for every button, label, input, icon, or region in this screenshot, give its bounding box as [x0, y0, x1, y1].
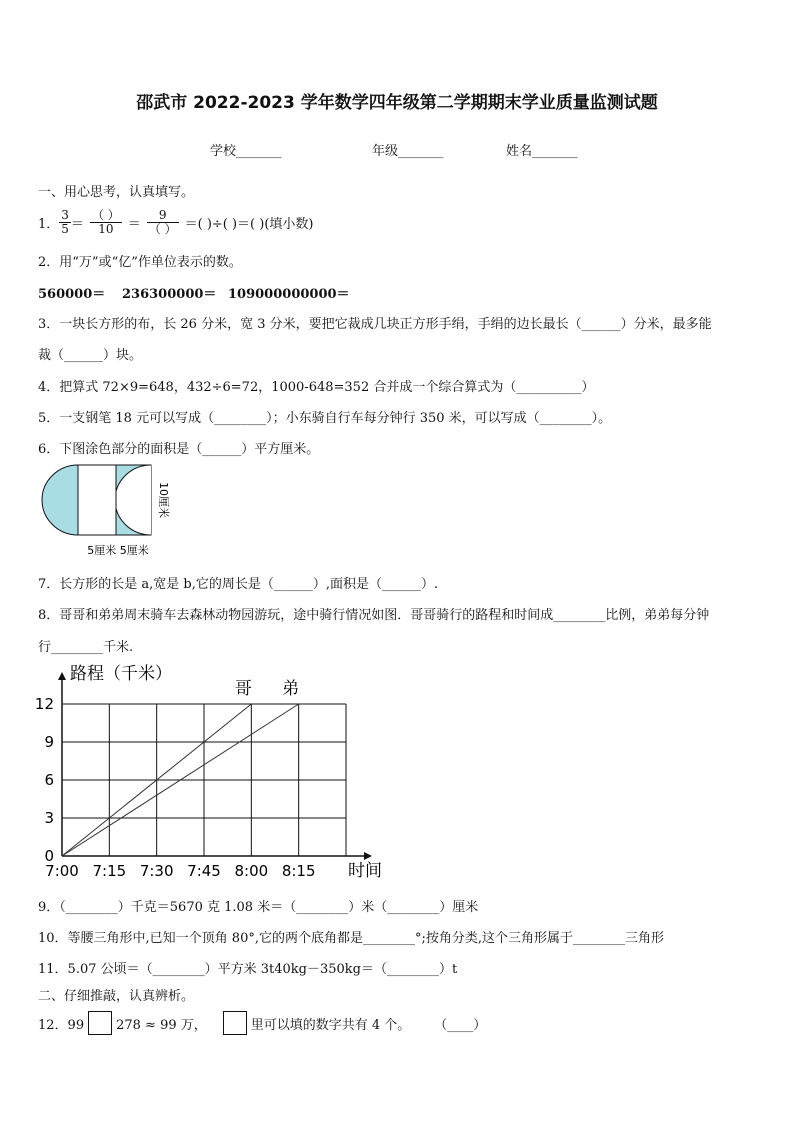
y-tick-label: 0 — [44, 847, 54, 865]
y-tick-label: 9 — [44, 733, 54, 751]
numerator: 9 — [147, 209, 179, 223]
q1-tail: ＝( )÷( )＝( )(填小数) — [184, 216, 314, 232]
x-tick-label: 8:15 — [281, 862, 316, 880]
x-tick-label: 7:00 — [45, 862, 79, 880]
question-3-line-2: 裁（______）块。 — [38, 348, 143, 363]
y-tick-label: 3 — [44, 809, 54, 827]
question-10: 10．等腰三角形中,已知一个顶角 80°,它的两个底角都是________°;按角分类,这个三角形属于________三角形 — [38, 931, 664, 946]
question-3-line-1: 3．一块长方形的布，长 26 分米，宽 3 分米，要把它裁成几块正方形手绢，手绢的边长最长（______）分米，最多能 — [38, 317, 712, 332]
y-tick-label: 12 — [34, 695, 54, 713]
shaded-area-figure — [36, 460, 186, 565]
x-tick-label: 7:30 — [139, 862, 174, 880]
x-tick-label: 8:00 — [234, 862, 269, 880]
equals: ＝ — [127, 216, 141, 232]
y-axis-arrow — [58, 672, 66, 680]
question-6: 6．下图涂色部分的面积是（______）平方厘米。 — [38, 442, 320, 457]
fraction-3-5 — [59, 209, 71, 236]
denominator: 5 — [61, 221, 69, 236]
section-2-heading: 二、仔细推敲，认真辨析。 — [38, 989, 195, 1004]
question-7: 7．长方形的长是 a,宽是 b,它的周长是（______）,面积是（______）. — [38, 577, 439, 592]
height-label: 10厘米 — [157, 482, 170, 518]
question-1 — [38, 206, 313, 238]
y-axis-label: 路程（千米） — [70, 664, 172, 684]
q12-part-a: 12．99 — [38, 1017, 85, 1033]
denominator: （ ） — [148, 221, 177, 236]
question-8-line-2: 行________千米. — [38, 640, 134, 655]
left-rect — [78, 465, 116, 535]
q2-item-b: 236300000＝ — [122, 287, 217, 302]
width-label: 5厘米 5厘米 — [87, 544, 149, 557]
fraction-blank-10 — [90, 209, 122, 236]
blank-box[interactable] — [223, 1011, 247, 1035]
x-axis-label: 时间 — [348, 861, 382, 881]
question-11: 11．5.07 公顷＝（________）平方米 3t40kg－350kg＝（________）t — [38, 962, 458, 977]
series-label: 哥 — [234, 679, 252, 699]
q2-item-c: 109000000000＝ — [228, 287, 350, 302]
left-half-circle-shaded — [42, 465, 78, 535]
question-12 — [38, 1010, 486, 1036]
series-label: 弟 — [282, 679, 300, 699]
school-field: 学校_______ — [210, 144, 282, 159]
numerator: （ ） — [91, 207, 120, 222]
denominator: 10 — [98, 221, 114, 236]
name-field: 姓名_______ — [506, 144, 578, 159]
x-axis-arrow — [364, 852, 372, 860]
question-9: 9．（________）千克＝5670 克 1.08 米＝（________）米（________）厘米 — [38, 900, 479, 915]
question-5: 5．一支钢笔 18 元可以写成（________）；小东骑自行车每分钟行 350 米，可以写成（________）。 — [38, 411, 612, 426]
fraction-9-blank — [147, 209, 179, 236]
x-tick-label: 7:15 — [92, 862, 127, 880]
question-2: 2．用“万”或“亿”作单位表示的数。 — [38, 255, 242, 270]
blank-box[interactable] — [88, 1011, 112, 1035]
grade-field: 年级_______ — [372, 144, 444, 159]
question-8-line-1: 8．哥哥和弟弟周末骑车去森林动物园游玩，途中骑行情况如图．哥哥骑行的路程和时间成________比例，弟弟每分钟 — [38, 608, 710, 623]
q12-part-c: 里可以填的数字共有 4 个。 — [250, 1017, 411, 1033]
y-tick-label: 6 — [44, 771, 54, 789]
section-1-heading: 一、用心思考，认真填写。 — [38, 185, 195, 200]
x-tick-label: 7:45 — [187, 862, 221, 880]
q1-number: 1． — [38, 216, 60, 232]
q12-part-b: 278 ≈ 99 万， — [116, 1017, 207, 1033]
equals: ＝ — [70, 216, 84, 232]
q12-answer-blank: （____） — [434, 1017, 487, 1033]
page-title: 邵武市 2022-2023 学年数学四年级第二学期期末学业质量监测试题 — [136, 93, 658, 113]
numerator: 3 — [61, 207, 69, 222]
distance-time-chart — [28, 660, 388, 885]
question-4: 4．把算式 72×9=648，432÷6=72，1000-648=352 合并成一个综合算式为（__________） — [38, 380, 595, 395]
q2-item-a: 560000＝ — [38, 287, 106, 302]
